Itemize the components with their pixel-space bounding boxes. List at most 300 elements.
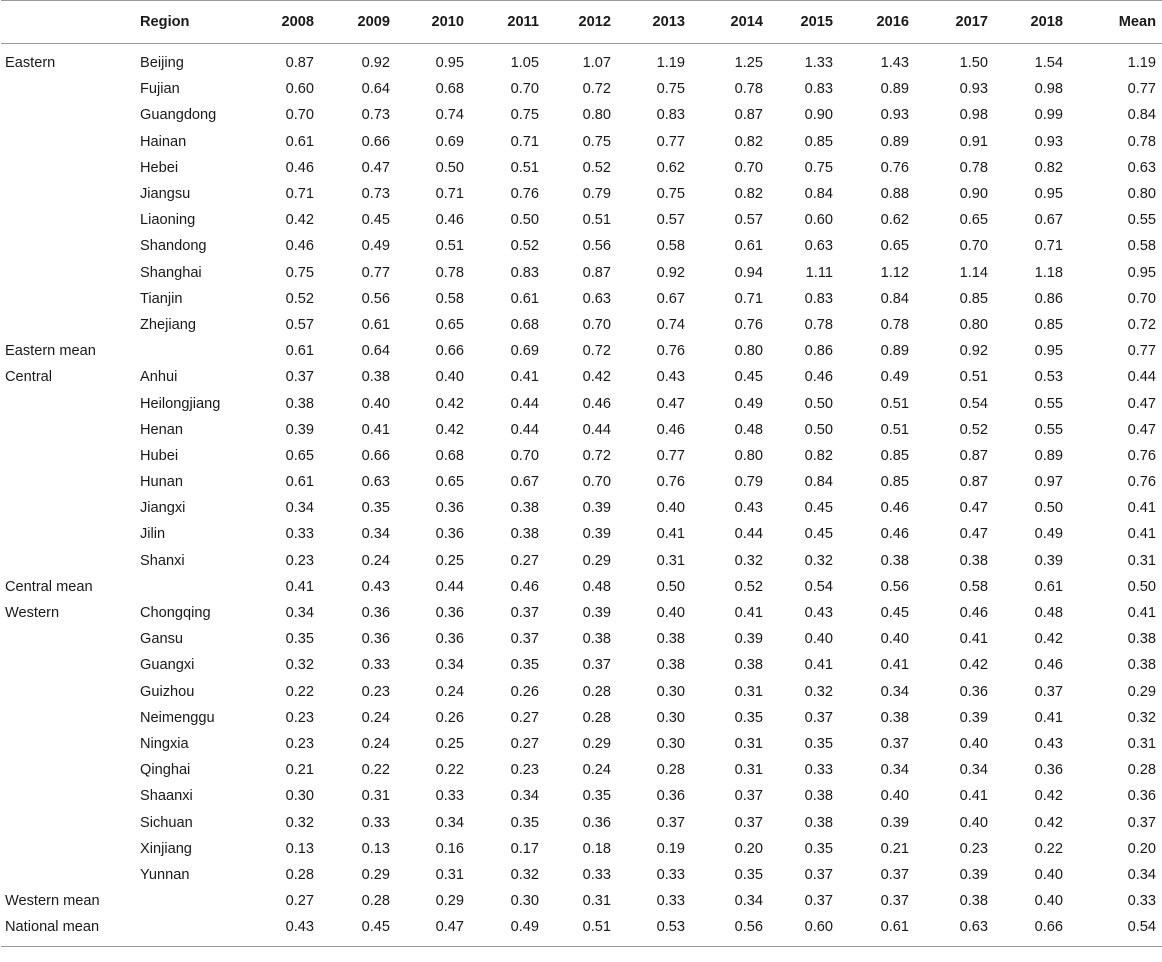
value-cell: 0.24: [361, 552, 390, 569]
value-cell: 0.41: [880, 657, 909, 674]
value-cell: 0.49: [476, 914, 551, 947]
value-cell: 0.40: [880, 788, 909, 805]
group-cell: [1, 652, 138, 678]
region-cell: Anhui: [140, 369, 178, 386]
value-cell: 0.43: [734, 500, 763, 517]
value-cell: 0.89: [880, 133, 909, 150]
value-cell: 0.42: [582, 369, 611, 386]
table-row: [1, 574, 1162, 600]
value-cell: 0.35: [734, 709, 763, 726]
value-cell: 0.38: [804, 814, 833, 831]
value-cell: 0.82: [1034, 159, 1063, 176]
table-row: [1, 44, 1162, 77]
value-cell: 0.75: [656, 81, 685, 98]
value-cell: 0.34: [285, 605, 314, 622]
value-cell: 0.47: [361, 159, 390, 176]
value-cell: 0.80: [734, 343, 763, 360]
value-cell: 0.76: [734, 316, 763, 333]
value-cell: 0.45: [804, 500, 833, 517]
mean-value-cell: 0.47: [1127, 421, 1156, 438]
value-cell: 0.31: [734, 762, 763, 779]
value-cell: 1.50: [959, 55, 988, 72]
value-cell: 0.65: [285, 447, 314, 464]
value-cell: 0.40: [1034, 893, 1063, 910]
header-cell-2014: 2014: [697, 1, 775, 44]
value-cell: 0.67: [1034, 212, 1063, 229]
value-cell: 0.38: [361, 369, 390, 386]
value-cell: 0.94: [734, 264, 763, 281]
table-row: [1, 705, 1162, 731]
value-cell: 0.70: [582, 474, 611, 491]
value-cell: 0.36: [582, 814, 611, 831]
value-cell: 0.33: [361, 657, 390, 674]
value-cell: 0.50: [804, 421, 833, 438]
value-cell: 0.23: [285, 552, 314, 569]
value-cell: 0.23: [285, 709, 314, 726]
value-cell: 0.25: [435, 552, 464, 569]
value-cell: 0.40: [656, 605, 685, 622]
value-cell: 0.38: [510, 526, 539, 543]
value-cell: 0.27: [510, 709, 539, 726]
mean-value-cell: 0.44: [1127, 369, 1156, 386]
value-cell: 0.46: [285, 238, 314, 255]
value-cell: 0.61: [510, 290, 539, 307]
value-cell: 1.54: [1034, 55, 1063, 72]
value-cell: 0.25: [435, 735, 464, 752]
value-cell: 0.28: [582, 683, 611, 700]
table-row: [1, 652, 1162, 678]
table-row: [1, 102, 1162, 128]
value-cell: 0.32: [285, 657, 314, 674]
value-cell: 0.87: [959, 447, 988, 464]
table-row: [1, 862, 1162, 888]
value-cell: 0.83: [510, 264, 539, 281]
mean-value-cell: 0.70: [1127, 290, 1156, 307]
value-cell: 0.46: [285, 159, 314, 176]
value-cell: 0.51: [959, 369, 988, 386]
value-cell: 0.70: [285, 107, 314, 124]
value-cell: 0.22: [435, 762, 464, 779]
region-cell: Hubei: [140, 447, 179, 464]
group-cell: [1, 757, 138, 783]
value-cell: 0.38: [656, 657, 685, 674]
table-row: [1, 548, 1162, 574]
value-cell: 0.61: [734, 238, 763, 255]
value-cell: 0.24: [361, 709, 390, 726]
group-cell: [1, 626, 138, 652]
value-cell: 0.83: [804, 81, 833, 98]
value-cell: 0.90: [804, 107, 833, 124]
table-row: [1, 443, 1162, 469]
value-cell: 0.40: [435, 369, 464, 386]
region-cell: Ningxia: [140, 735, 189, 752]
value-cell: 0.35: [361, 500, 390, 517]
header-cell-mean: Mean: [1075, 1, 1162, 44]
value-cell: 0.29: [435, 893, 464, 910]
value-cell: 0.57: [734, 212, 763, 229]
value-cell: 0.32: [804, 683, 833, 700]
value-cell: 0.52: [582, 159, 611, 176]
value-cell: 0.35: [510, 657, 539, 674]
value-cell: 0.36: [959, 683, 988, 700]
value-cell: 0.13: [361, 840, 390, 857]
mean-value-cell: 0.84: [1127, 107, 1156, 124]
mean-value-cell: 0.78: [1127, 133, 1156, 150]
value-cell: 0.37: [804, 893, 833, 910]
value-cell: 0.76: [510, 186, 539, 203]
value-cell: 0.68: [510, 316, 539, 333]
mean-value-cell: 0.63: [1127, 159, 1156, 176]
table-body: [1, 44, 1162, 947]
value-cell: 0.56: [361, 290, 390, 307]
value-cell: 0.41: [804, 657, 833, 674]
value-cell: 0.77: [361, 264, 390, 281]
value-cell: 0.68: [435, 81, 464, 98]
value-cell: 0.48: [582, 578, 611, 595]
value-cell: 0.17: [510, 840, 539, 857]
value-cell: 0.75: [582, 133, 611, 150]
value-cell: 0.39: [734, 631, 763, 648]
mean-value-cell: 0.29: [1127, 683, 1156, 700]
value-cell: 0.76: [880, 159, 909, 176]
value-cell: 0.36: [435, 500, 464, 517]
group-cell: [1, 102, 138, 128]
value-cell: 0.48: [734, 421, 763, 438]
region-cell: Jilin: [140, 526, 166, 543]
value-cell: 1.33: [804, 55, 833, 72]
value-cell: 0.36: [435, 631, 464, 648]
value-cell: 0.30: [656, 683, 685, 700]
value-cell: 0.61: [1034, 578, 1063, 595]
region-cell: Hebei: [140, 159, 179, 176]
region-cell: Guangxi: [140, 657, 195, 674]
table-row: [1, 181, 1162, 207]
group-cell: [1, 862, 138, 888]
value-cell: 0.39: [1034, 552, 1063, 569]
value-cell: 0.32: [510, 866, 539, 883]
table-row: [1, 364, 1162, 390]
value-cell: 0.51: [880, 421, 909, 438]
value-cell: 0.37: [582, 657, 611, 674]
value-cell: 0.35: [285, 631, 314, 648]
value-cell: 0.28: [656, 762, 685, 779]
value-cell: 0.66: [361, 133, 390, 150]
group-cell: [1, 260, 138, 286]
group-cell: [1, 521, 138, 547]
value-cell: 0.61: [285, 474, 314, 491]
table-row: [1, 731, 1162, 757]
value-cell: 0.60: [804, 212, 833, 229]
value-cell: 1.25: [734, 55, 763, 72]
value-cell: 0.46: [880, 500, 909, 517]
value-cell: 0.92: [656, 264, 685, 281]
value-cell: 0.50: [435, 159, 464, 176]
value-cell: 0.71: [1034, 238, 1063, 255]
header-cell-2010: 2010: [402, 1, 476, 44]
group-cell: Central mean: [5, 578, 93, 595]
mean-value-cell: 0.41: [1127, 526, 1156, 543]
value-cell: 0.67: [510, 474, 539, 491]
value-cell: 0.41: [361, 421, 390, 438]
region-cell: Shandong: [140, 238, 207, 255]
group-cell: Central: [5, 369, 53, 386]
value-cell: 0.28: [582, 709, 611, 726]
mean-value-cell: 0.36: [1127, 788, 1156, 805]
value-cell: 1.43: [880, 55, 909, 72]
value-cell: 0.34: [880, 762, 909, 779]
value-cell: 0.57: [656, 212, 685, 229]
value-cell: 0.18: [582, 840, 611, 857]
value-cell: 0.51: [551, 914, 623, 947]
value-cell: 0.37: [880, 735, 909, 752]
value-cell: 0.42: [1034, 814, 1063, 831]
value-cell: 0.37: [880, 866, 909, 883]
region-cell: Beijing: [140, 55, 184, 72]
mean-value-cell: 0.80: [1127, 186, 1156, 203]
mean-value-cell: 0.38: [1127, 631, 1156, 648]
value-cell: 0.77: [656, 447, 685, 464]
value-cell: 0.44: [734, 526, 763, 543]
value-cell: 0.40: [361, 395, 390, 412]
value-cell: 0.86: [1034, 290, 1063, 307]
value-cell: 0.34: [285, 500, 314, 517]
mean-value-cell: 1.19: [1127, 55, 1156, 72]
value-cell: 0.71: [435, 186, 464, 203]
value-cell: 0.37: [510, 605, 539, 622]
value-cell: 0.48: [1034, 605, 1063, 622]
value-cell: 0.70: [510, 447, 539, 464]
table-row: [1, 286, 1162, 312]
value-cell: 0.42: [435, 395, 464, 412]
value-cell: 1.12: [880, 264, 909, 281]
mean-value-cell: 0.54: [1075, 914, 1162, 947]
value-cell: 0.78: [734, 81, 763, 98]
region-cell: Liaoning: [140, 212, 196, 229]
value-cell: 0.29: [361, 866, 390, 883]
value-cell: 0.38: [734, 657, 763, 674]
value-cell: 0.74: [435, 107, 464, 124]
group-cell: [1, 312, 138, 338]
header-cell-region: Region: [138, 1, 258, 44]
value-cell: 0.61: [285, 343, 314, 360]
value-cell: 0.65: [435, 474, 464, 491]
value-cell: 0.95: [435, 55, 464, 72]
value-cell: 0.53: [1034, 369, 1063, 386]
value-cell: 0.84: [804, 474, 833, 491]
value-cell: 0.52: [285, 290, 314, 307]
value-cell: 0.50: [804, 395, 833, 412]
region-cell: Shanxi: [140, 552, 185, 569]
value-cell: 0.39: [582, 500, 611, 517]
group-cell: [1, 469, 138, 495]
value-cell: 0.54: [804, 578, 833, 595]
mean-value-cell: 0.58: [1127, 238, 1156, 255]
value-cell: 0.33: [656, 866, 685, 883]
mean-value-cell: 0.32: [1127, 709, 1156, 726]
region-cell: Shanghai: [140, 264, 202, 281]
value-cell: 0.32: [804, 552, 833, 569]
value-cell: 0.36: [435, 605, 464, 622]
region-cell: [138, 914, 258, 947]
mean-value-cell: 0.31: [1127, 552, 1156, 569]
value-cell: 0.37: [656, 814, 685, 831]
value-cell: 0.84: [804, 186, 833, 203]
mean-value-cell: 0.55: [1127, 212, 1156, 229]
value-cell: 0.57: [285, 316, 314, 333]
table-row: [1, 76, 1162, 102]
value-cell: 0.37: [880, 893, 909, 910]
value-cell: 0.78: [880, 316, 909, 333]
value-cell: 0.38: [510, 500, 539, 517]
value-cell: 0.45: [804, 526, 833, 543]
value-cell: 0.40: [959, 735, 988, 752]
value-cell: 0.33: [361, 814, 390, 831]
header-cell-2008: 2008: [258, 1, 326, 44]
value-cell: 0.97: [1034, 474, 1063, 491]
value-cell: 0.32: [285, 814, 314, 831]
value-cell: 0.20: [734, 840, 763, 857]
value-cell: 0.38: [582, 631, 611, 648]
value-cell: 0.79: [582, 186, 611, 203]
value-cell: 0.37: [1034, 683, 1063, 700]
value-cell: 0.29: [582, 735, 611, 752]
value-cell: 0.46: [1034, 657, 1063, 674]
value-cell: 0.84: [880, 290, 909, 307]
group-cell: [1, 705, 138, 731]
value-cell: 0.93: [880, 107, 909, 124]
value-cell: 0.68: [435, 447, 464, 464]
value-cell: 0.78: [804, 316, 833, 333]
group-cell: [1, 809, 138, 835]
value-cell: 0.64: [361, 343, 390, 360]
table-row: [1, 469, 1162, 495]
table-row: [1, 312, 1162, 338]
value-cell: 0.87: [959, 474, 988, 491]
value-cell: 0.67: [656, 290, 685, 307]
region-cell: [138, 888, 258, 914]
table-row: [1, 888, 1162, 914]
value-cell: 0.36: [656, 788, 685, 805]
value-cell: 0.63: [361, 474, 390, 491]
group-cell: [1, 207, 138, 233]
group-cell: [1, 731, 138, 757]
value-cell: 0.34: [361, 526, 390, 543]
table-row: [1, 679, 1162, 705]
value-cell: 0.47: [402, 914, 476, 947]
value-cell: 0.27: [285, 893, 314, 910]
region-cell: Jiangsu: [140, 186, 191, 203]
value-cell: 0.90: [959, 186, 988, 203]
header-cell-2017: 2017: [921, 1, 1000, 44]
value-cell: 0.92: [361, 55, 390, 72]
mean-value-cell: 0.95: [1127, 264, 1156, 281]
value-cell: 0.73: [361, 107, 390, 124]
region-cell: Fujian: [140, 81, 180, 98]
value-cell: 0.65: [959, 212, 988, 229]
value-cell: 1.19: [656, 55, 685, 72]
value-cell: 1.14: [959, 264, 988, 281]
value-cell: 0.30: [656, 735, 685, 752]
value-cell: 0.69: [510, 343, 539, 360]
group-cell: [1, 155, 138, 181]
group-cell: Western mean: [5, 893, 100, 910]
value-cell: 0.76: [656, 343, 685, 360]
value-cell: 0.45: [326, 914, 402, 947]
value-cell: 0.52: [510, 238, 539, 255]
region-cell: Shaanxi: [140, 788, 193, 805]
value-cell: 0.72: [582, 81, 611, 98]
table-row: [1, 155, 1162, 181]
region-cell: Heilongjiang: [140, 395, 221, 412]
table-row: [1, 809, 1162, 835]
table-row: [1, 390, 1162, 416]
value-cell: 0.71: [734, 290, 763, 307]
value-cell: 0.31: [582, 893, 611, 910]
value-cell: 0.33: [804, 762, 833, 779]
value-cell: 0.95: [1034, 343, 1063, 360]
value-cell: 0.70: [959, 238, 988, 255]
value-cell: 0.53: [623, 914, 697, 947]
value-cell: 0.89: [880, 81, 909, 98]
value-cell: 0.30: [285, 788, 314, 805]
value-cell: 0.40: [959, 814, 988, 831]
value-cell: 0.71: [285, 186, 314, 203]
value-cell: 0.98: [959, 107, 988, 124]
value-cell: 0.82: [734, 133, 763, 150]
value-cell: 0.80: [734, 447, 763, 464]
value-cell: 0.35: [734, 866, 763, 883]
value-cell: 0.58: [656, 238, 685, 255]
table-row: [1, 757, 1162, 783]
header-cell-2012: 2012: [551, 1, 623, 44]
value-cell: 0.47: [656, 395, 685, 412]
mean-value-cell: 0.77: [1127, 343, 1156, 360]
value-cell: 0.34: [880, 683, 909, 700]
value-cell: 0.41: [734, 605, 763, 622]
value-cell: 0.37: [734, 788, 763, 805]
value-cell: 0.60: [775, 914, 845, 947]
header-cell-group: [1, 1, 138, 44]
value-cell: 0.34: [959, 762, 988, 779]
value-cell: 0.45: [734, 369, 763, 386]
group-cell: [1, 76, 138, 102]
region-cell: Gansu: [140, 631, 183, 648]
mean-value-cell: 0.50: [1127, 578, 1156, 595]
value-cell: 0.19: [656, 840, 685, 857]
value-cell: 0.50: [1034, 500, 1063, 517]
value-cell: 0.22: [285, 683, 314, 700]
value-cell: 0.35: [804, 840, 833, 857]
value-cell: 0.43: [361, 578, 390, 595]
value-cell: 0.41: [1034, 709, 1063, 726]
table-row: [1, 914, 1162, 947]
value-cell: 0.47: [959, 526, 988, 543]
group-cell: Western: [5, 605, 60, 622]
value-cell: 0.35: [582, 788, 611, 805]
value-cell: 0.65: [880, 238, 909, 255]
value-cell: 0.65: [435, 316, 464, 333]
value-cell: 0.34: [510, 788, 539, 805]
value-cell: 0.37: [734, 814, 763, 831]
value-cell: 0.30: [656, 709, 685, 726]
value-cell: 0.83: [804, 290, 833, 307]
mean-value-cell: 0.41: [1127, 500, 1156, 517]
value-cell: 0.93: [1034, 133, 1063, 150]
header-row: [1, 1, 1162, 44]
region-cell: Henan: [140, 421, 184, 438]
value-cell: 0.95: [1034, 186, 1063, 203]
value-cell: 0.40: [1034, 866, 1063, 883]
